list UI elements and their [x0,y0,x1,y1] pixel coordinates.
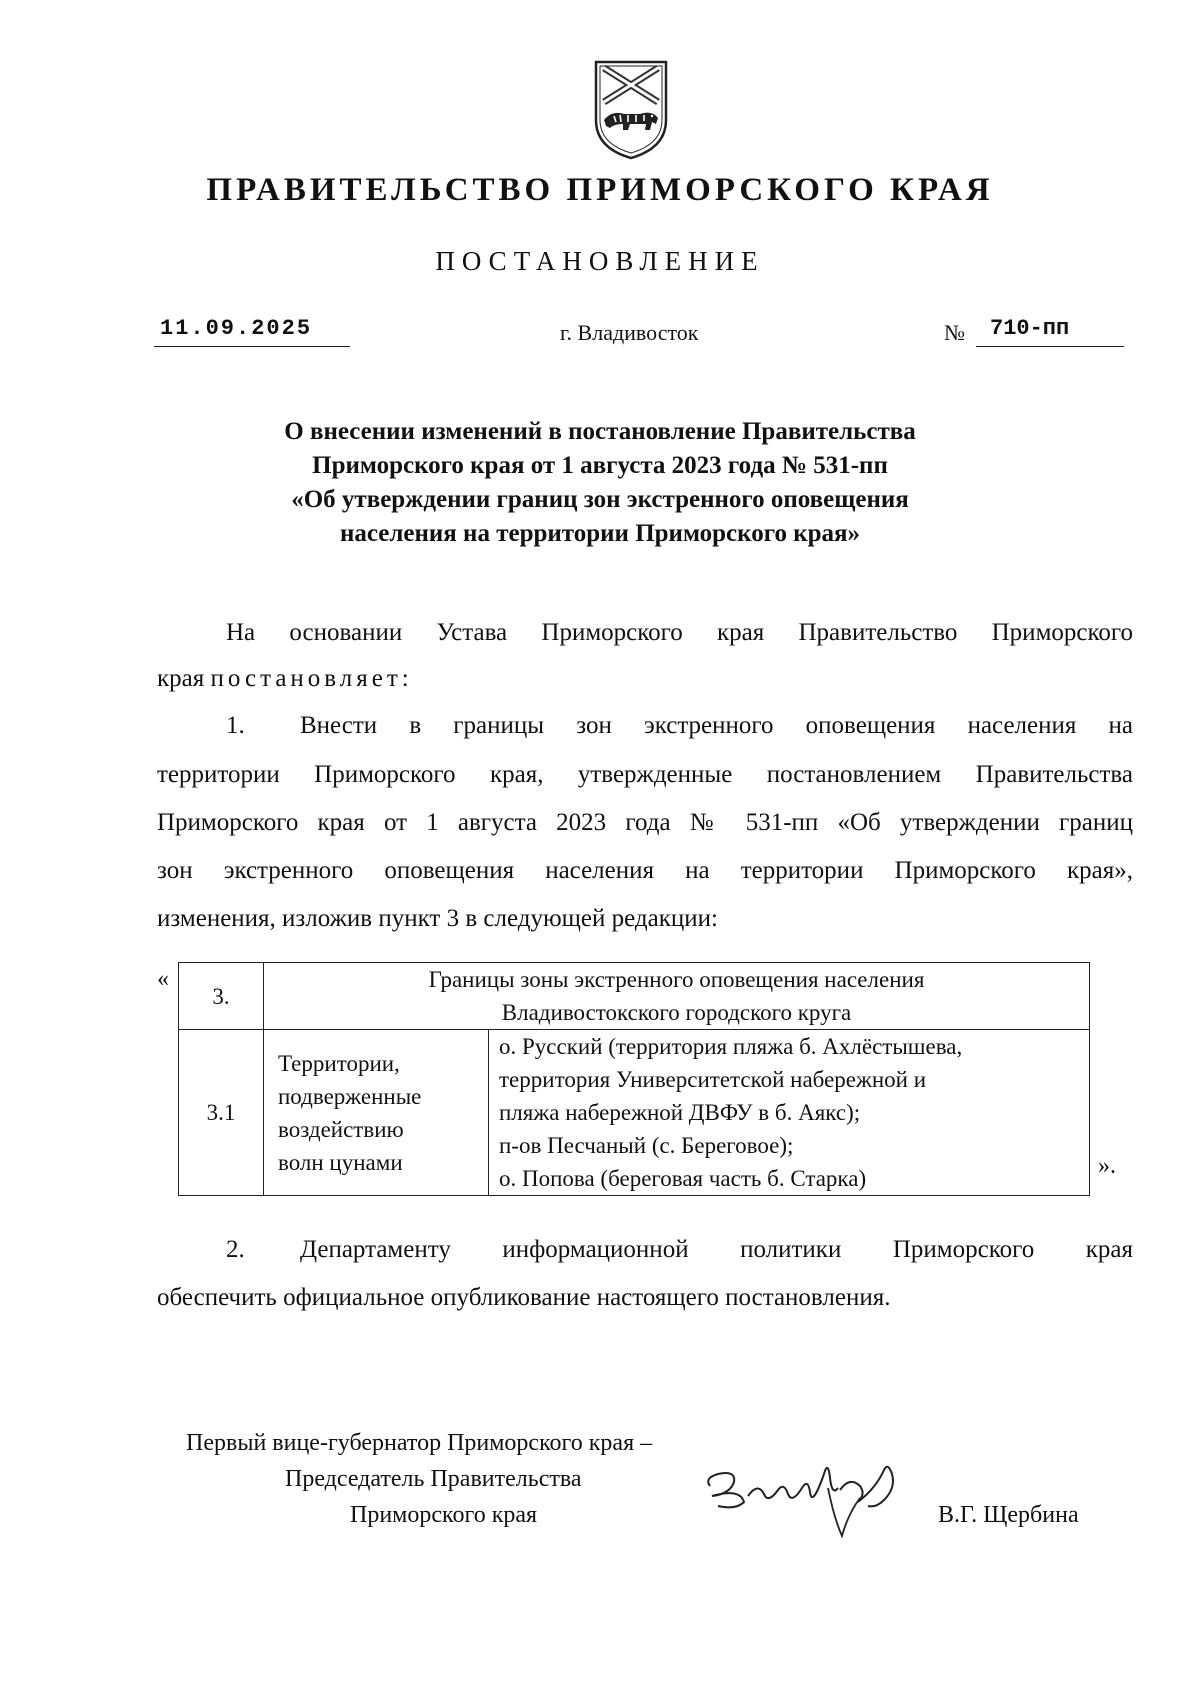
date-underline [154,346,350,347]
category-line: Территории, [278,1050,400,1076]
territories-cell [489,1030,1090,1196]
item-1-line: Приморского края от 1 августа 2023 года № 531-пп «Об утверждении границ [157,809,1133,836]
zones-table [178,962,1090,1196]
document-city: г. Владивосток [560,320,699,345]
number-sign: № [944,320,965,345]
heading-line: населения на территории Приморского края» [339,520,861,547]
signatory-position: Приморского края [350,1502,538,1528]
document-number: 710-пп [990,316,1070,341]
table-row [179,963,1090,1030]
document-heading [150,415,1050,551]
signatory-name: В.Г. Щербина [938,1502,1079,1528]
item-2-line: обеспечить официальное опубликование настоящего постановления. [157,1284,891,1311]
paragraph-basis-word: края [157,665,205,692]
territory-line: о. Русский (территория пляжа б. Ахлёстышева, [499,1034,963,1059]
row-number-cell: 3. [179,963,264,1030]
zone-title-line: Границы зоны экстренного оповещения населения [428,967,925,992]
heading-line: О внесении изменений в постановление Правительства [284,418,916,445]
territory-line: территория Университетской набережной и [499,1067,927,1092]
territory-line: пляжа набережной ДВФУ в б. Аякс); [499,1100,861,1125]
heading-line: Приморского края от 1 августа 2023 года № 531-пп [312,452,888,479]
territory-line: п-ов Песчаный (с. Береговое); [499,1133,794,1158]
item-1-line: изменения, изложив пункт 3 в следующей редакции: [157,905,718,932]
row-number-cell: 3.1 [179,1030,264,1196]
category-cell [264,1030,489,1196]
handwritten-signature [700,1448,920,1558]
paragraph-basis-line [157,656,413,702]
item-2-line: Департаменту информационной политики Приморского края [300,1236,1133,1263]
government-title: ПРАВИТЕЛЬСТВО ПРИМОРСКОГО КРАЯ [206,172,994,208]
paragraph-basis-line: На основании Устава Приморского края Правительство Приморского [226,619,1133,646]
signatory-position: Председатель Правительства [285,1466,582,1492]
table-row [179,1030,1090,1196]
number-underline [976,346,1124,347]
item-1-line: территории Приморского края, утвержденные постановлением Правительства [157,761,1133,788]
signatory-position: Первый вице-губернатор Приморского края – [186,1430,653,1456]
territory-line: о. Попова (береговая часть б. Старка) [499,1166,867,1191]
item-1-line: зон экстренного оповещения населения на территории Приморского края», [157,857,1133,884]
table-close-quote: ». [1098,1153,1116,1179]
item-2-number: 2. [226,1236,245,1263]
zone-title-cell [264,963,1090,1030]
document-date: 11.09.2025 [160,316,313,341]
document-type: ПОСТАНОВЛЕНИЕ [435,246,765,276]
item-1-number: 1. [226,712,245,739]
resolves-word: постановляет: [210,665,413,692]
heading-line: «Об утверждении границ зон экстренного оповещения [291,486,909,513]
item-1-line: Внести в границы зон экстренного оповещения населения на [300,712,1133,739]
table-open-quote: « [157,966,169,992]
category-line: подверженные [278,1083,422,1109]
category-line: воздействию [278,1116,404,1142]
category-line: волн цунами [278,1149,403,1175]
zone-title-line: Владивостокского городского круга [501,1000,852,1025]
coat-of-arms-emblem [590,58,672,160]
